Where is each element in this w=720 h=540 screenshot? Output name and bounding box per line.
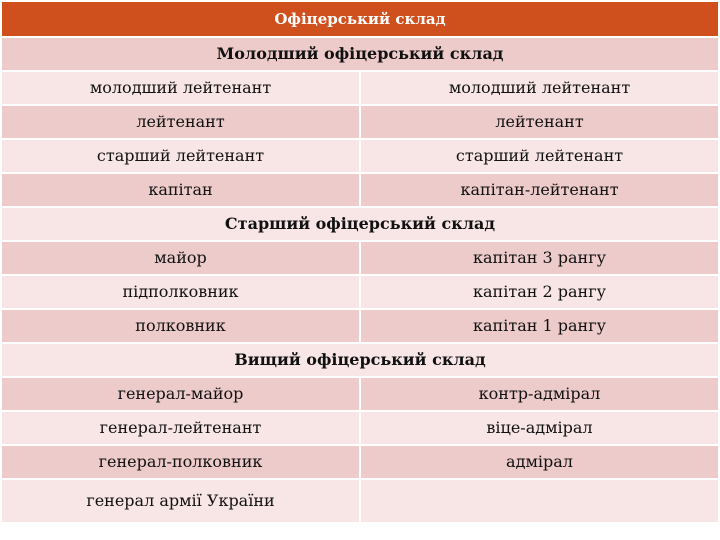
army-rank-cell: генерал армії України bbox=[1, 479, 360, 523]
navy-rank-cell: капітан 3 рангу bbox=[360, 241, 719, 275]
table-row bbox=[1, 71, 719, 105]
army-rank-cell: генерал-полковник bbox=[1, 445, 360, 479]
navy-rank-cell: віце-адмірал bbox=[360, 411, 719, 445]
section-heading-highest: Вищий офіцерський склад bbox=[1, 343, 719, 377]
table-row bbox=[1, 377, 719, 411]
table-row bbox=[1, 241, 719, 275]
army-rank-cell: капітан bbox=[1, 173, 360, 207]
army-rank-cell: полковник bbox=[1, 309, 360, 343]
navy-rank-cell: лейтенант bbox=[360, 105, 719, 139]
navy-rank-cell bbox=[360, 479, 719, 523]
army-rank-cell: лейтенант bbox=[1, 105, 360, 139]
section-heading-senior: Старший офіцерський склад bbox=[1, 207, 719, 241]
army-rank-cell: старший лейтенант bbox=[1, 139, 360, 173]
table-title-row bbox=[1, 1, 719, 37]
section-heading-row bbox=[1, 37, 719, 71]
table-title: Офіцерський склад bbox=[1, 1, 719, 37]
army-rank-cell: молодший лейтенант bbox=[1, 71, 360, 105]
army-rank-cell: генерал-майор bbox=[1, 377, 360, 411]
table-row bbox=[1, 275, 719, 309]
navy-rank-cell: адмірал bbox=[360, 445, 719, 479]
table-row bbox=[1, 139, 719, 173]
table-row bbox=[1, 479, 719, 523]
navy-rank-cell: капітан-лейтенант bbox=[360, 173, 719, 207]
section-heading-row bbox=[1, 343, 719, 377]
navy-rank-cell: капітан 2 рангу bbox=[360, 275, 719, 309]
army-rank-cell: генерал-лейтенант bbox=[1, 411, 360, 445]
army-rank-cell: підполковник bbox=[1, 275, 360, 309]
table-row bbox=[1, 309, 719, 343]
table-row bbox=[1, 173, 719, 207]
navy-rank-cell: молодший лейтенант bbox=[360, 71, 719, 105]
table-row bbox=[1, 105, 719, 139]
navy-rank-cell: капітан 1 рангу bbox=[360, 309, 719, 343]
army-rank-cell: майор bbox=[1, 241, 360, 275]
navy-rank-cell: старший лейтенант bbox=[360, 139, 719, 173]
table-row bbox=[1, 411, 719, 445]
section-heading-junior: Молодший офіцерський склад bbox=[1, 37, 719, 71]
navy-rank-cell: контр-адмірал bbox=[360, 377, 719, 411]
section-heading-row bbox=[1, 207, 719, 241]
table-row bbox=[1, 445, 719, 479]
